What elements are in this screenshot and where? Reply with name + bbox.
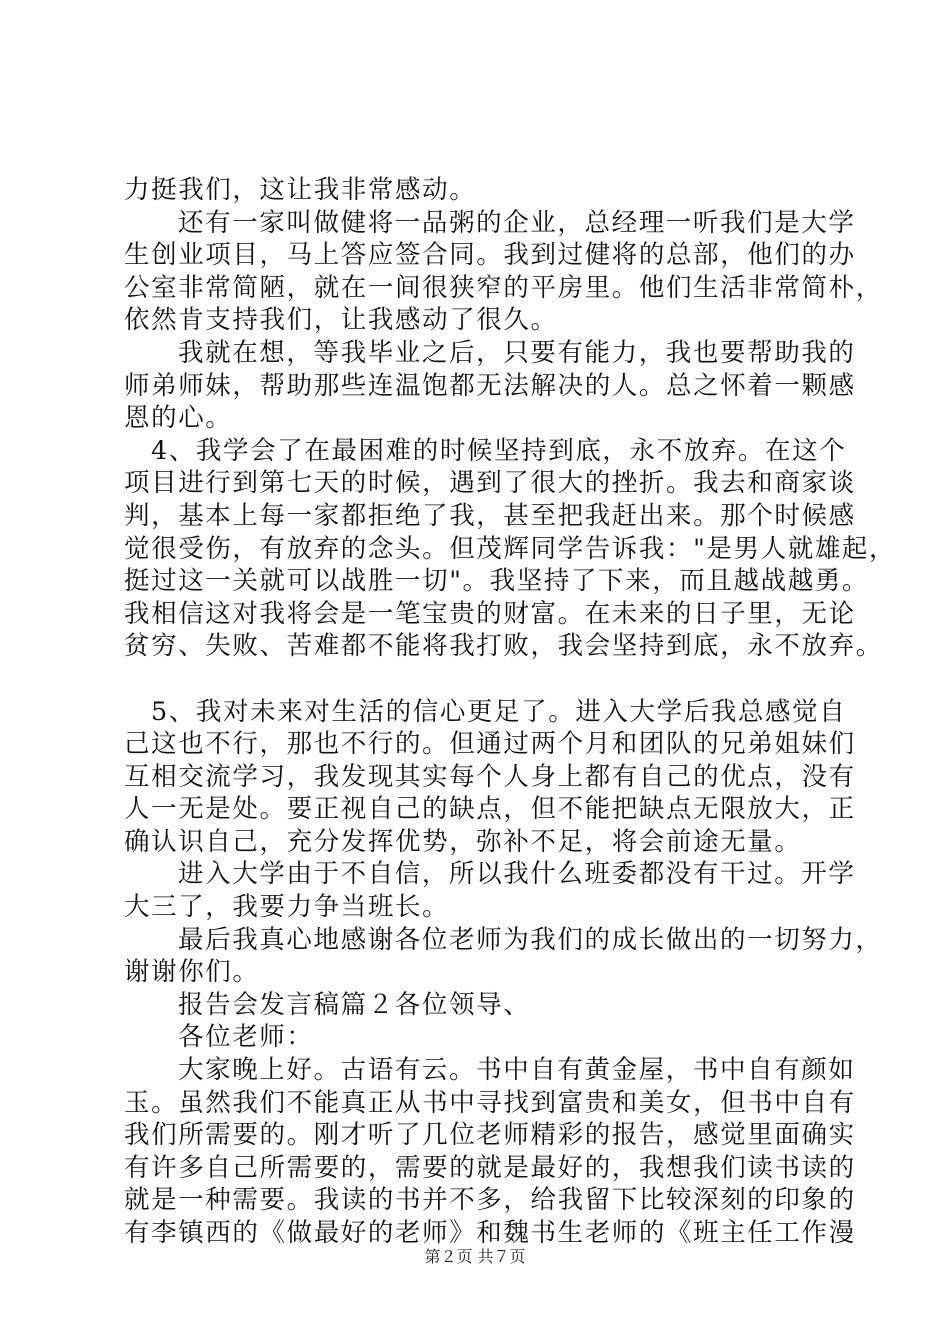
text-line: 确认识自己，充分发挥优势，弥补不足，将会前途无量。 [124, 826, 802, 857]
text-line: 依然肯支持我们，让我感动了很久。 [124, 305, 558, 336]
text-line: 各位老师： [178, 1022, 314, 1053]
body-text [124, 174, 897, 1250]
text-line: 己这也不行，那也不行的。但通过两个月和团队的兄弟姐妹们 [124, 729, 856, 760]
text-line: 判，基本上每一家都拒绝了我，甚至把我赶出来。那个时候感 [124, 500, 856, 531]
text-line: 觉很受伤，有放弃的念头。但茂辉同学告诉我："是男人就雄起， [124, 533, 897, 564]
text-line: 我相信这对我将会是一笔宝贵的财富。在未来的日子里，无论 [124, 598, 856, 629]
text-line: 进入大学由于不自信，所以我什么班委都没有干过。开学 [178, 859, 856, 890]
text-line: 我们所需要的。刚才听了几位老师精彩的报告，感觉里面确实 [124, 1120, 856, 1151]
text-line: 大三了，我要力争当班长。 [124, 892, 450, 923]
text-line: 有李镇西的《做最好的老师》和魏书生老师的《班主任工作漫 [124, 1218, 856, 1248]
text-line: 有许多自己所需要的，需要的就是最好的，我想我们读书读的 [124, 1152, 856, 1183]
text-line: 力挺我们，这让我非常感动。 [124, 175, 477, 205]
text-line: 5、我对未来对生活的信心更足了。进入大学后我总感觉自 [151, 696, 847, 727]
text-line: 贫穷、失败、苦难都不能将我打败，我会坚持到底，永不放弃。 [124, 631, 883, 662]
text-line: 师弟师妹，帮助那些连温饱都无法解决的人。总之怀着一颗感 [124, 370, 856, 401]
text-line: 我就在想，等我毕业之后，只要有能力，我也要帮助我的 [178, 337, 856, 368]
text-line: 就是一种需要。我读的书并不多，给我留下比较深刻的印象的 [124, 1185, 856, 1216]
text-line: 玉。虽然我们不能真正从书中寻找到富贵和美女，但书中自有 [124, 1087, 856, 1118]
text-line: 大家晚上好。古语有云。书中自有黄金屋，书中自有颜如 [178, 1055, 856, 1086]
text-line: 互相交流学习，我发现其实每个人身上都有自己的优点，没有 [124, 761, 856, 792]
paragraph-gap [124, 663, 840, 696]
text-line: 挺过这一关就可以战胜一切"。我坚持了下来，而且越战越勇。 [124, 566, 870, 597]
text-line: 最后我真心地感谢各位老师为我们的成长做出的一切努力， [178, 924, 883, 955]
text-line: 生创业项目，马上答应签合同。我到过健将的总部，他们的办 [124, 240, 856, 271]
text-line: 项目进行到第七天的时候，遇到了很大的挫折。我去和商家谈 [124, 468, 856, 499]
text-line: 4、我学会了在最困难的时候坚持到底，永不放弃。在这个 [151, 435, 847, 466]
text-line: 报告会发言稿篇２各位领导、 [178, 989, 531, 1020]
text-line: 恩的心。 [124, 403, 233, 434]
text-line: 还有一家叫做健将一品粥的企业，总经理一听我们是大学 [178, 207, 856, 238]
page-footer: 第２页 共７页 [424, 1247, 526, 1266]
text-line: 谢谢你们。 [124, 957, 260, 988]
text-line: 人一无是处。要正视自己的缺点，但不能把缺点无限放大，正 [124, 794, 856, 825]
text-line: 公室非常简陋，就在一间很狭窄的平房里。他们生活非常简朴， [124, 272, 883, 303]
